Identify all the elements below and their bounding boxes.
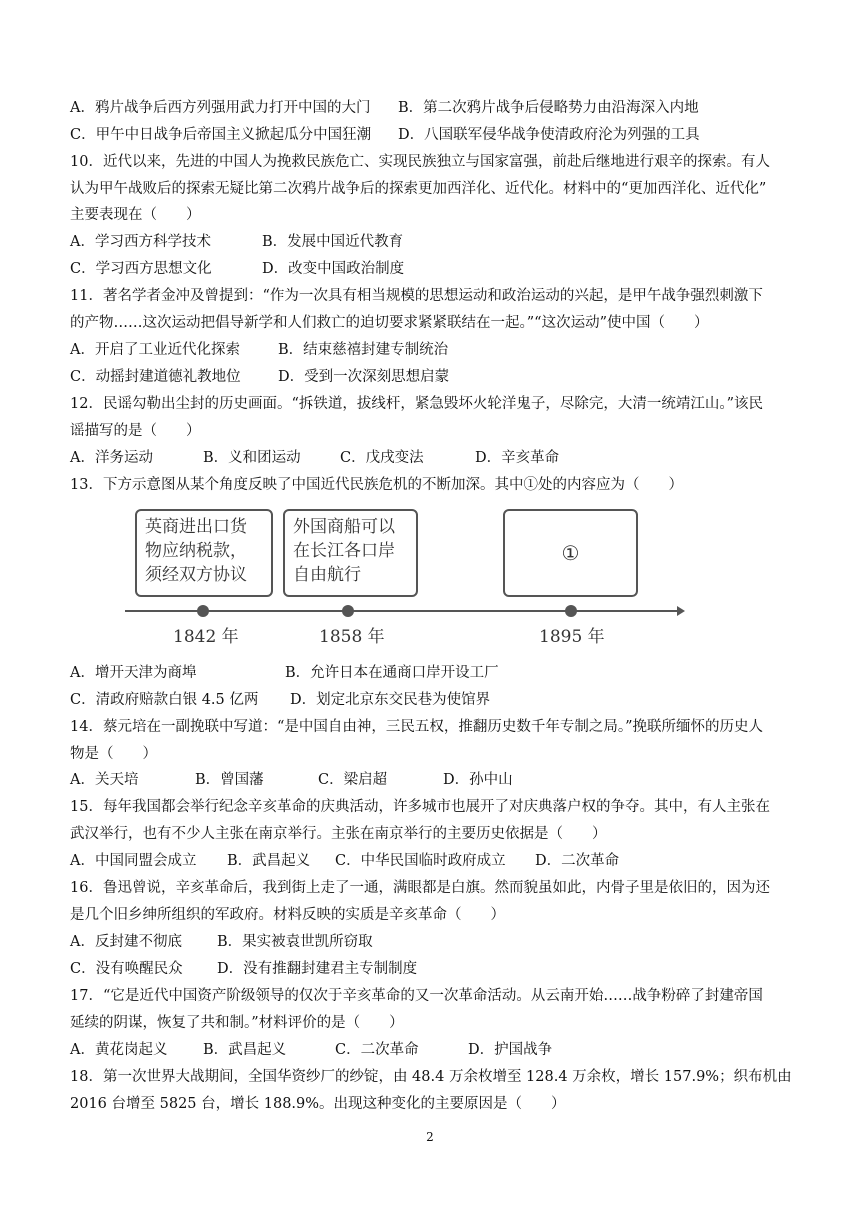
q15-stem-line-2: 武汉举行，也有不少人主张在南京举行。主张在南京举行的主要历史依据是（ ） <box>70 826 607 842</box>
q13-option-a: A．增开天津为商埠 <box>70 665 197 681</box>
q12-option-d: D．辛亥革命 <box>475 450 560 466</box>
q13-option-d: D．划定北京东交民巷为使馆界 <box>290 692 491 708</box>
q14-option-a: A．关天培 <box>70 772 139 788</box>
q11-option-d: D．受到一次深刻思想启蒙 <box>278 369 450 385</box>
q15-option-a: A．中国同盟会成立 <box>70 853 197 869</box>
q12-stem-line-1: 12．民谣勾勒出尘封的历史画面。“拆铁道，拔线杆，紧急毁坏火轮洋鬼子，尽除完，大清一统靖江山。”该民 <box>70 396 764 412</box>
q17-option-d: D．护国战争 <box>468 1042 553 1058</box>
q9-option-d: D．八国联军侵华战争使清政府沦为列强的工具 <box>398 127 700 143</box>
box-1842-line-3: 须经双方协议 <box>145 565 247 585</box>
timeline-dot-1858 <box>342 605 354 617</box>
q18-stem-line-2: 2016 台增至 5825 台，增长 188.9%。出现这种变化的主要原因是（ ） <box>70 1096 566 1112</box>
q17-stem-line-2: 延续的阴谋，恢复了共和制。”材料评价的是（ ） <box>70 1015 404 1031</box>
q15-option-b: B．武昌起义 <box>227 853 311 869</box>
q14-stem-line-2: 物是（ ） <box>70 746 157 762</box>
timeline-dot-1895 <box>565 605 577 617</box>
q18-stem-line-1: 18．第一次世界大战期间，全国华资纱厂的纱锭，由 48.4 万余枚增至 128.4 万余枚，增长 157.9%；织布机由 <box>70 1069 792 1085</box>
q12-stem-line-2: 谣描写的是（ ） <box>70 423 201 439</box>
placeholder-circled-one: ① <box>561 541 580 565</box>
box-1858-line-1: 外国商船可以 <box>293 517 395 537</box>
q11-option-c: C．动摇封建道德礼教地位 <box>70 369 241 385</box>
q10-stem-line-1: 10．近代以来，先进的中国人为挽救民族危亡、实现民族独立与国家富强，前赴后继地进行艰辛的探索。有人 <box>70 154 770 170</box>
q17-stem-line-1: 17．“它是近代中国资产阶级领导的仅次于辛亥革命的又一次革命活动。从云南开始……战争粉碎了封建帝国 <box>70 988 763 1004</box>
q11-option-a: A．开启了工业近代化探索 <box>70 342 240 358</box>
q15-stem-line-1: 15．每年我国都会举行纪念辛亥革命的庆典活动，许多城市也展开了对庆典落户权的争夺。其中，有人主张在 <box>70 799 770 815</box>
q16-option-c: C．没有唤醒民众 <box>70 961 183 977</box>
q15-option-d: D．二次革命 <box>535 853 620 869</box>
q9-option-a: A．鸦片战争后西方列强用武力打开中国的大门 <box>70 100 371 116</box>
q13-stem-line-1: 13．下方示意图从某个角度反映了中国近代民族危机的不断加深。其中①处的内容应为（ ） <box>70 477 683 493</box>
q16-stem-line-2: 是几个旧乡绅所组织的军政府。材料反映的实质是辛亥革命（ ） <box>70 907 505 923</box>
timeline-year-1895: 1895 年 <box>539 627 605 647</box>
q11-stem-line-2: 的产物……这次运动把倡导新学和人们救亡的迫切要求紧紧联结在一起。”“这次运动”使中国（ ） <box>70 315 709 331</box>
box-1842-line-1: 英商进出口货 <box>145 517 247 537</box>
q14-option-d: D．孙中山 <box>443 772 513 788</box>
q14-stem-line-1: 14．蔡元培在一副挽联中写道：“是中国自由神，三民五权，推翻历史数千年专制之局。”挽联所缅怀的历史人 <box>70 719 764 735</box>
page-number: 2 <box>426 1130 434 1144</box>
box-1858-line-2: 在长江各口岸 <box>293 541 395 561</box>
q14-option-c: C．梁启超 <box>318 772 388 788</box>
q12-option-c: C．戊戌变法 <box>340 450 424 466</box>
q14-option-b: B．曾国藩 <box>195 772 264 788</box>
timeline-arrow-icon <box>677 606 685 616</box>
q10-option-a: A．学习西方科学技术 <box>70 234 211 250</box>
q10-option-c: C．学习西方思想文化 <box>70 261 212 277</box>
q10-option-b: B．发展中国近代教育 <box>262 234 404 250</box>
timeline-year-1858: 1858 年 <box>319 627 385 647</box>
timeline-diagram <box>125 503 685 653</box>
q17-option-c: C．二次革命 <box>335 1042 419 1058</box>
q11-stem-line-1: 11．著名学者金冲及曾提到：“作为一次具有相当规模的思想运动和政治运动的兴起，是甲午战争强烈刺激下 <box>70 288 763 304</box>
q10-stem-line-3: 主要表现在（ ） <box>70 207 201 223</box>
q12-option-a: A．洋务运动 <box>70 450 153 466</box>
q11-option-b: B．结束慈禧封建专制统治 <box>278 342 449 358</box>
timeline-dot-1842 <box>197 605 209 617</box>
q16-stem-line-1: 16．鲁迅曾说，辛亥革命后，我到街上走了一通，满眼都是白旗。然而貌虽如此，内骨子里是依旧的，因为还 <box>70 880 770 896</box>
box-1858-line-3: 自由航行 <box>293 565 361 585</box>
q12-option-b: B．义和团运动 <box>203 450 301 466</box>
q16-option-d: D．没有推翻封建君主专制制度 <box>217 961 418 977</box>
box-1842-line-2: 物应纳税款， <box>145 541 247 561</box>
q10-stem-line-2: 认为甲午战败后的探索无疑比第二次鸦片战争后的探索更加西洋化、近代化。材料中的“更加西洋化、近代化” <box>70 181 767 197</box>
q17-option-b: B．武昌起义 <box>203 1042 287 1058</box>
timeline-year-1842: 1842 年 <box>173 627 239 647</box>
q10-option-d: D．改变中国政治制度 <box>262 261 405 277</box>
q17-option-a: A．黄花岗起义 <box>70 1042 168 1058</box>
q16-option-b: B．果实被袁世凯所窃取 <box>217 934 373 950</box>
q13-option-b: B．允许日本在通商口岸开设工厂 <box>285 665 499 681</box>
q9-option-b: B．第二次鸦片战争后侵略势力由沿海深入内地 <box>398 100 699 116</box>
q13-option-c: C．清政府赔款白银 4.5 亿两 <box>70 692 259 708</box>
q15-option-c: C．中华民国临时政府成立 <box>335 853 506 869</box>
q9-option-c: C．甲午中日战争后帝国主义掀起瓜分中国狂潮 <box>70 127 372 143</box>
q16-option-a: A．反封建不彻底 <box>70 934 182 950</box>
